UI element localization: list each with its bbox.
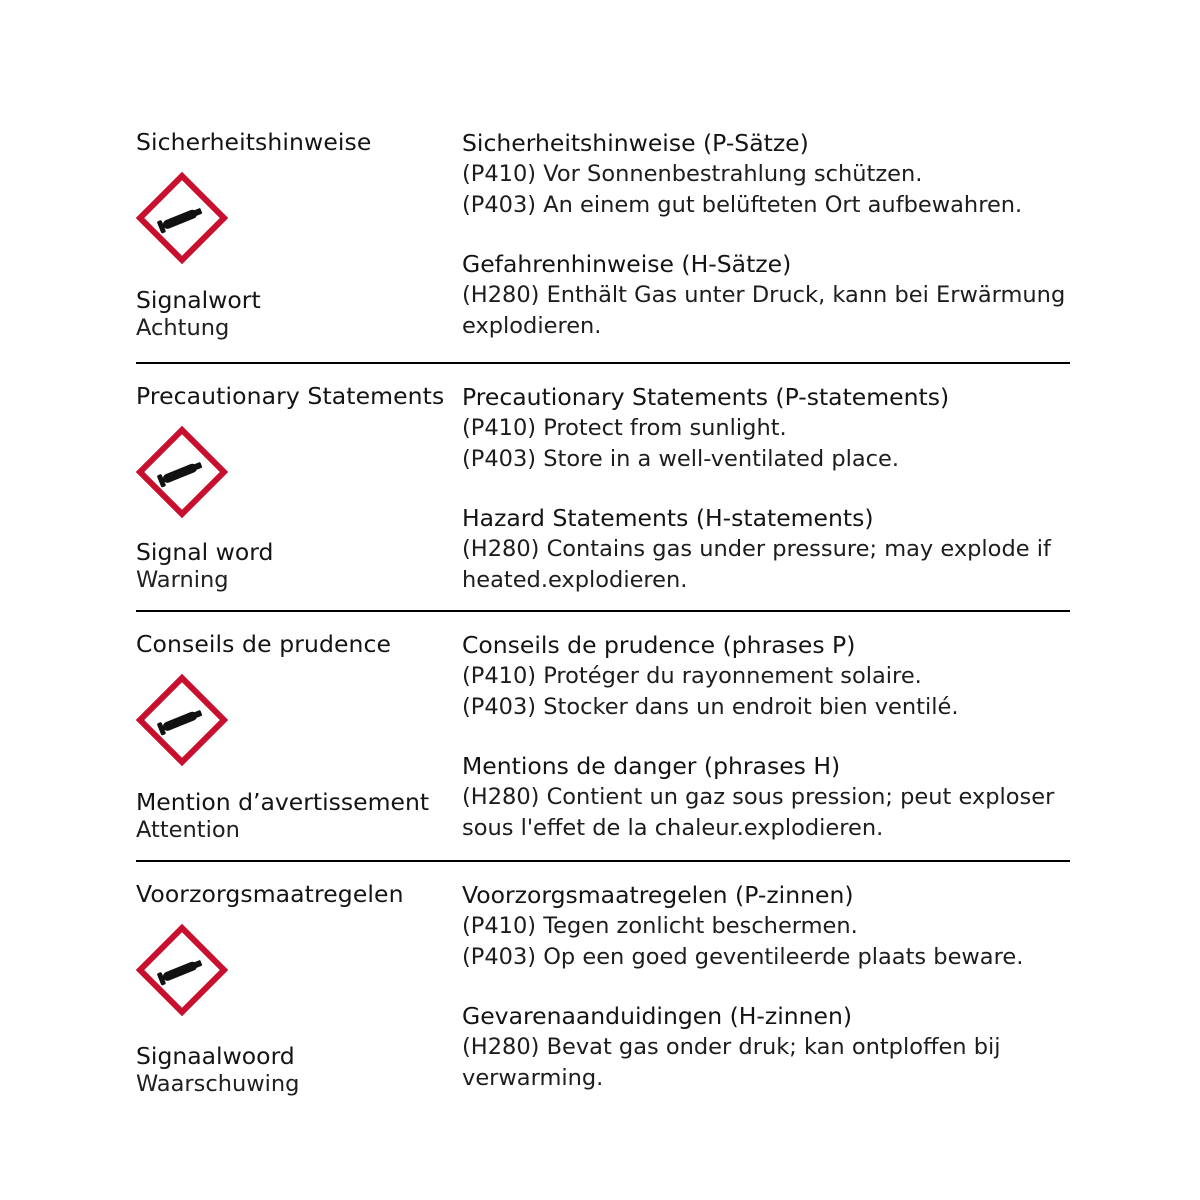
section-heading-nl: Voorzorgsmaatregelen bbox=[136, 880, 404, 908]
signal-word-value-nl: Waarschuwing bbox=[136, 1071, 300, 1097]
signal-word-value-en: Warning bbox=[136, 567, 229, 593]
h-statements-title-de: Gefahrenhinweise (H-Sätze) bbox=[462, 250, 792, 278]
h-statements-group-de bbox=[462, 249, 1070, 342]
h-statements-title-fr: Mentions de danger (phrases H) bbox=[462, 752, 841, 780]
p-statement-line: (P410) Protéger du rayonnement solaire. bbox=[462, 663, 922, 689]
p-statements-title-en: Precautionary Statements (P-statements) bbox=[462, 383, 950, 411]
p-statement-line: (P403) An einem gut belüfteten Ort aufbewahren. bbox=[462, 192, 1023, 218]
h-statement-line: verwarming. bbox=[462, 1065, 604, 1091]
right-column-fr bbox=[462, 630, 1070, 844]
h-statement-line: sous l'effet de la chaleur.explodieren. bbox=[462, 815, 884, 841]
h-statement-line: (H280) Contains gas under pressure; may explode if bbox=[462, 536, 1051, 562]
p-statement-line: (P410) Vor Sonnenbestrahlung schützen. bbox=[462, 161, 923, 187]
signal-word-label-nl: Signaalwoord bbox=[136, 1042, 295, 1070]
right-column-nl bbox=[462, 880, 1070, 1094]
section-heading-de: Sicherheitshinweise bbox=[136, 128, 372, 156]
right-column-en bbox=[462, 382, 1070, 596]
language-block-nl bbox=[136, 860, 1070, 1108]
signal-word-value-fr: Attention bbox=[136, 817, 240, 843]
h-statement-line: (H280) Enthält Gas unter Druck, kann bei Erwärmung bbox=[462, 282, 1066, 308]
ghs04-gas-cylinder-pictogram bbox=[136, 674, 228, 766]
p-statement-line: (P410) Protect from sunlight. bbox=[462, 415, 787, 441]
h-statements-title-en: Hazard Statements (H-statements) bbox=[462, 504, 874, 532]
h-statements-group-fr bbox=[462, 751, 1070, 844]
left-column-en bbox=[136, 382, 462, 594]
left-column-nl bbox=[136, 880, 462, 1098]
h-statements-group-en bbox=[462, 503, 1070, 596]
left-column-de bbox=[136, 128, 462, 342]
signal-word-group-nl bbox=[136, 1042, 454, 1098]
h-statements-title-nl: Gevarenaanduidingen (H-zinnen) bbox=[462, 1002, 853, 1030]
language-block-en bbox=[136, 362, 1070, 610]
language-block-fr bbox=[136, 610, 1070, 860]
p-statement-line: (P403) Op een goed geventileerde plaats beware. bbox=[462, 944, 1024, 970]
h-statement-line: (H280) Bevat gas onder druk; kan ontploffen bij bbox=[462, 1034, 1001, 1060]
right-column-de bbox=[462, 128, 1070, 342]
p-statements-title-nl: Voorzorgsmaatregelen (P-zinnen) bbox=[462, 881, 854, 909]
p-statement-line: (P403) Store in a well-ventilated place. bbox=[462, 446, 900, 472]
h-statements-group-nl bbox=[462, 1001, 1070, 1094]
section-heading-fr: Conseils de prudence bbox=[136, 630, 392, 658]
ghs04-gas-cylinder-pictogram bbox=[136, 924, 228, 1016]
signal-word-label-en: Signal word bbox=[136, 538, 274, 566]
signal-word-label-fr: Mention d’avertissement bbox=[136, 788, 430, 816]
p-statement-line: (P403) Stocker dans un endroit bien ventilé. bbox=[462, 694, 959, 720]
p-statements-title-fr: Conseils de prudence (phrases P) bbox=[462, 631, 856, 659]
section-heading-en: Precautionary Statements bbox=[136, 382, 445, 410]
signal-word-value-de: Achtung bbox=[136, 315, 230, 341]
h-statement-line: (H280) Contient un gaz sous pression; peut exploser bbox=[462, 784, 1055, 810]
signal-word-group-fr bbox=[136, 788, 454, 844]
p-statement-line: (P410) Tegen zonlicht beschermen. bbox=[462, 913, 858, 939]
signal-word-label-de: Signalwort bbox=[136, 286, 261, 314]
signal-word-group-de bbox=[136, 286, 454, 342]
signal-word-group-en bbox=[136, 538, 454, 594]
h-statement-line: heated.explodieren. bbox=[462, 567, 688, 593]
ghs04-gas-cylinder-pictogram bbox=[136, 172, 228, 264]
left-column-fr bbox=[136, 630, 462, 844]
ghs04-gas-cylinder-pictogram bbox=[136, 426, 228, 518]
p-statements-title-de: Sicherheitshinweise (P-Sätze) bbox=[462, 129, 809, 157]
language-block-de bbox=[136, 118, 1070, 362]
h-statement-line: explodieren. bbox=[462, 313, 602, 339]
